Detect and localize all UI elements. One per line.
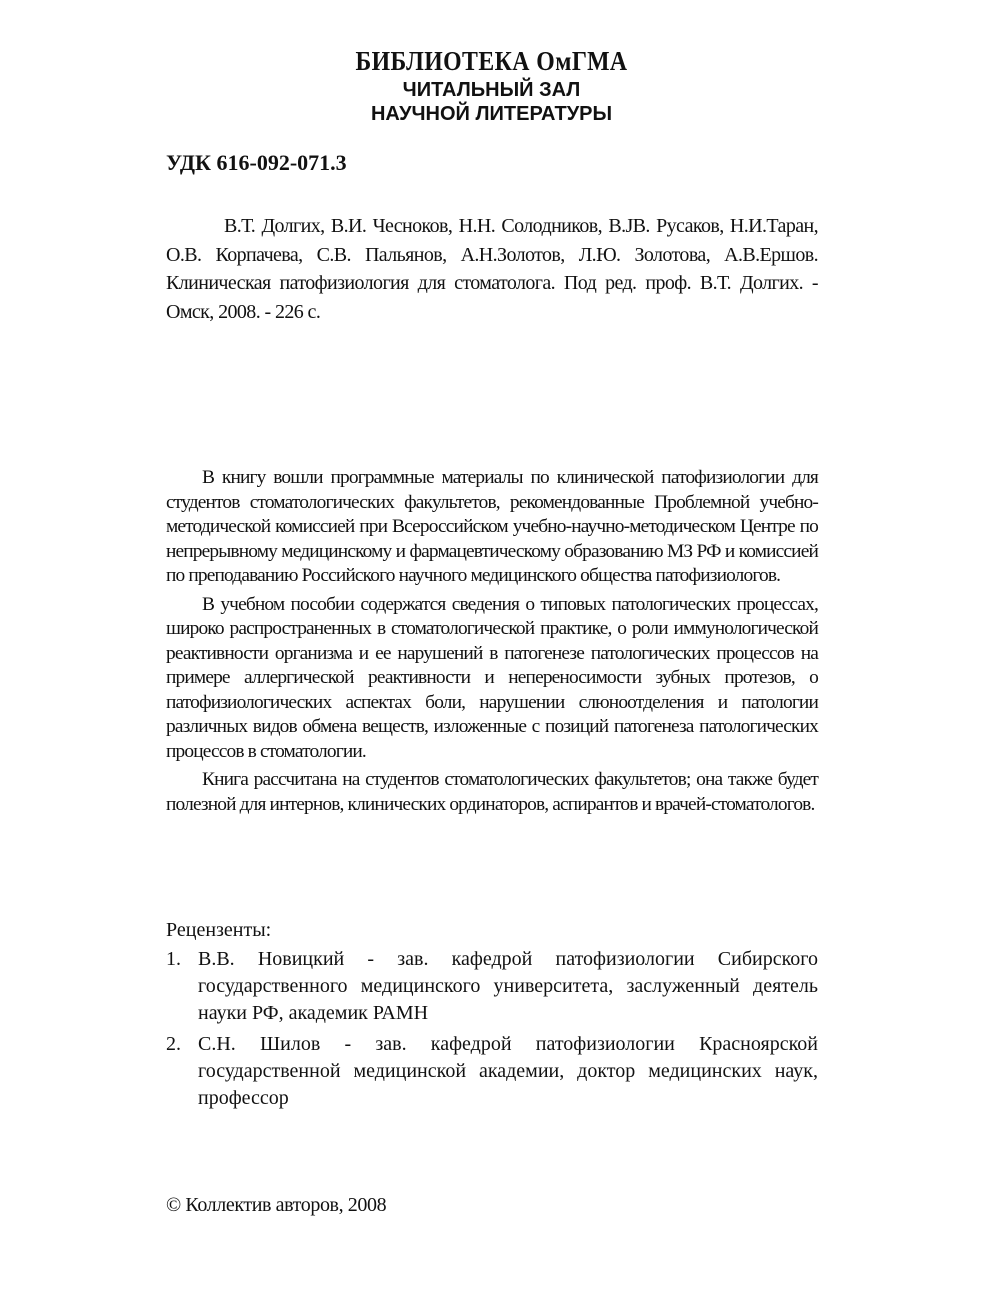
abstract-paragraph: В учебном пособии содержатся сведения о типовых патологических процессах, широко распространенных в стоматологической практике, о роли иммунологической реактивности организма и ее нарушений в патогенезе патологических процессов на примере аллергической реактивности и непереносимости зубных протезов, о патофизиологических аспектах боли, нарушении слюноотделения и патологии различных видов обмена веществ, изложенные с позиций патогенеза патологических процессов в стоматологии. bbox=[166, 593, 818, 762]
reviewers-title: Рецензенты: bbox=[166, 919, 272, 941]
abstract bbox=[166, 466, 818, 821]
library-stamp-section: НАУЧНОЙ ЛИТЕРАТУРЫ bbox=[370, 103, 613, 125]
library-stamp bbox=[0, 44, 983, 126]
reviewer-item bbox=[166, 1031, 818, 1112]
reviewers-section bbox=[166, 917, 818, 1116]
abstract-paragraph: Книга рассчитана на студентов стоматологических факультетов; она также будет полезной для интернов, клинических ординаторов, аспирантов и врачей-стоматологов. bbox=[166, 769, 818, 815]
abstract-paragraph: В книгу вошли программные материалы по клинической патофизиологии для студентов стоматологических факультетов, рекомендованные Проблемной учебно-методической комиссией при Всероссийском учебно-научно-методическом Центре по непрерывному медицинскому и фармацевтическому образованию МЗ РФ и комиссией по преподаванию Российского научного медицинского общества патофизиологов. bbox=[166, 467, 818, 586]
bibliographic-entry: В.Т. Долгих, В.И. Чесноков, Н.Н. Солодников, В.JВ. Русаков, Н.И.Таран, О.В. Корпачева, С.В. Пальянов, А.Н.Золотов, Л.Ю. Золотова, А.В.Ершов. Клиническая патофизиология для стоматолога. Под ред. проф. В.Т. Долгих. - Омск, 2008. - 226 с. bbox=[166, 215, 818, 323]
library-stamp-name: БИБЛИОТЕКА ОмГМА bbox=[355, 46, 628, 76]
reviewer-number: 1. bbox=[166, 948, 181, 970]
udk-code: УДК 616-092-071.3 bbox=[166, 150, 347, 175]
reviewer-text: С.Н. Шилов - зав. кафедрой патофизиологии Красноярской государственной медицинской академии, доктор медицинских наук, профессор bbox=[198, 1033, 818, 1109]
reviewer-number: 2. bbox=[166, 1033, 181, 1055]
reviewer-item bbox=[166, 946, 818, 1027]
library-stamp-hall: ЧИТАЛЬНЫЙ ЗАЛ bbox=[402, 79, 581, 101]
reviewer-text: В.В. Новицкий - зав. кафедрой патофизиологии Сибирского государственного медицинского университета, заслуженный деятель науки РФ, академик РАМН bbox=[198, 948, 818, 1024]
copyright-notice: © Коллектив авторов, 2008 bbox=[166, 1194, 387, 1216]
